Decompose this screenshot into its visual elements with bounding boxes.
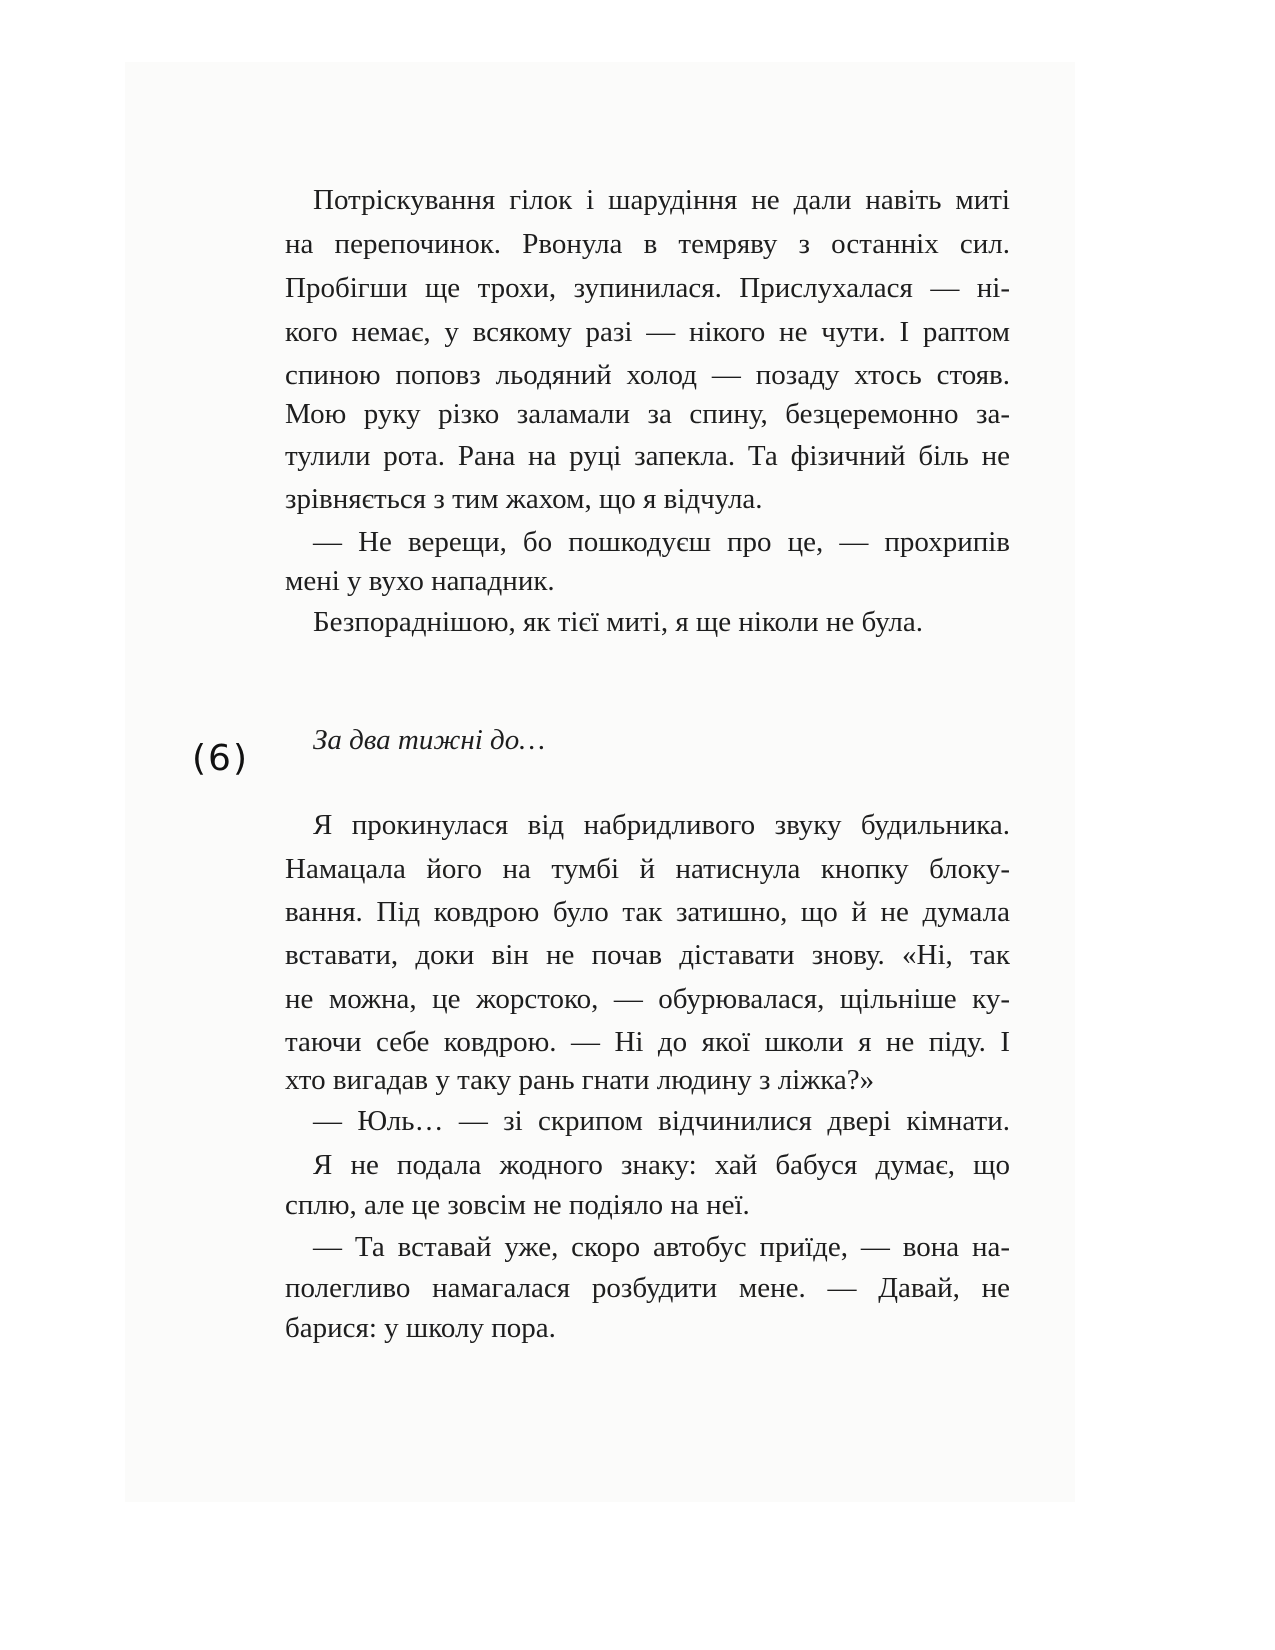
text-line: на перепочинок. Рвонула в темряву з останніх сил.	[285, 228, 1010, 260]
text-line: Мою руку різко заламали за спину, безцеремонно за-	[285, 398, 1010, 430]
text-line: Безпораднішою, як тієї миті, я ще ніколи не була.	[313, 606, 924, 638]
text-line: спиною поповз льодяний холод — позаду хтось стояв.	[285, 359, 1010, 391]
text-line: Я прокинулася від набридливого звуку будильника.	[313, 809, 1010, 841]
handwritten-page-note: (6)	[192, 738, 249, 779]
text-line: вання. Під ковдрою було так затишно, що й не думала	[285, 896, 1010, 928]
section-heading: За два тижні до…	[313, 724, 545, 756]
text-line: Я не подала жодного знаку: хай бабуся думає, що	[313, 1149, 1010, 1181]
text-line: мені у вухо нападник.	[285, 565, 555, 597]
text-line: тулили рота. Рана на руці запекла. Та фізичний біль не	[285, 440, 1010, 472]
text-line: полегливо намагалася розбудити мене. — Давай, не	[285, 1272, 1010, 1304]
text-line: вставати, доки він не почав діставати знову. «Ні, так	[285, 939, 1010, 971]
text-line: сплю, але це зовсім не подіяло на неї.	[285, 1189, 750, 1221]
text-line: Потріскування гілок і шарудіння не дали навіть миті	[313, 184, 1010, 216]
text-line: кого немає, у всякому разі — нікого не чути. І раптом	[285, 316, 1010, 348]
text-line: Пробігши ще трохи, зупинилася. Прислухалася — ні-	[285, 272, 1010, 304]
text-line: — Не верещи, бо пошкодуєш про це, — прохрипів	[313, 526, 1010, 558]
text-line: барися: у школу пора.	[285, 1312, 556, 1344]
text-line: — Та вставай уже, скоро автобус приїде, — вона на-	[313, 1231, 1010, 1263]
text-line: зрівняється з тим жахом, що я відчула.	[285, 483, 763, 515]
text-line: таючи себе ковдрою. — Ні до якої школи я не піду. І	[285, 1026, 1010, 1058]
text-line: хто вигадав у таку рань гнати людину з ліжка?»	[285, 1064, 875, 1096]
text-line: не можна, це жорстоко, — обурювалася, щільніше ку-	[285, 983, 1010, 1015]
text-line: Намацала його на тумбі й натиснула кнопку блоку-	[285, 853, 1010, 885]
text-line: — Юль… — зі скрипом відчинилися двері кімнати.	[313, 1105, 1010, 1137]
